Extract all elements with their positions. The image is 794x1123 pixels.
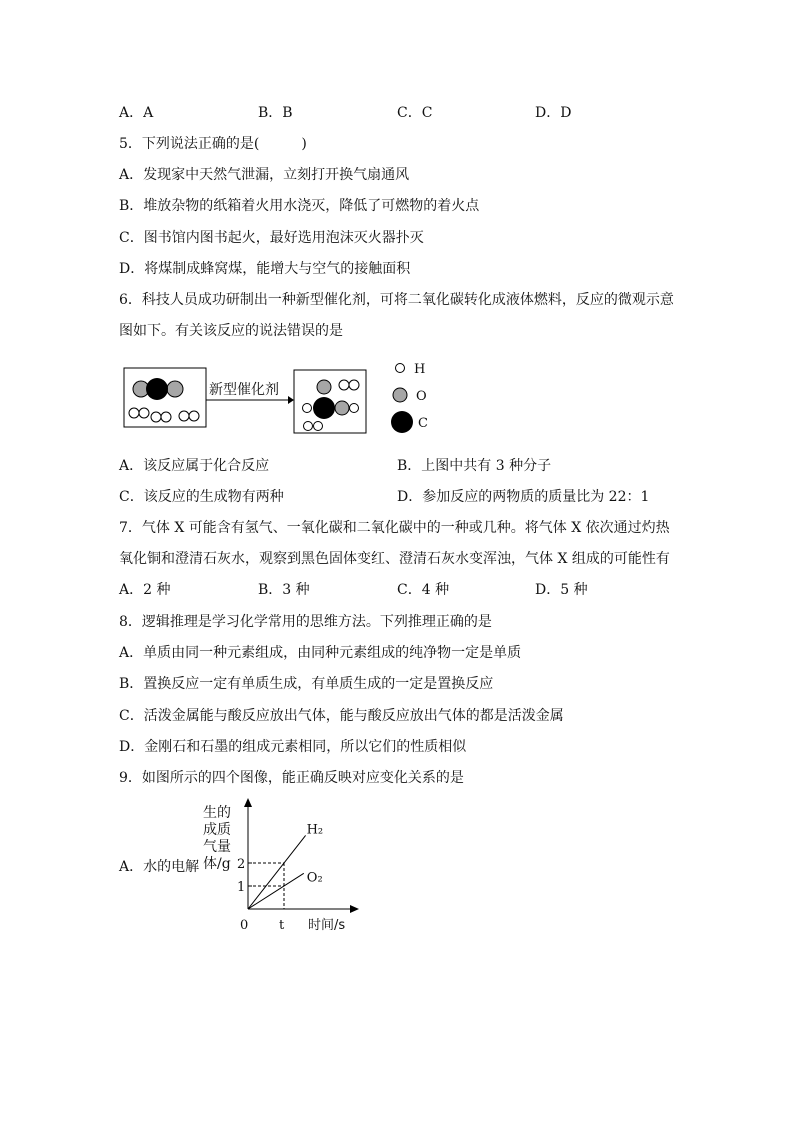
reactant-co2-oxygen-right — [167, 381, 183, 397]
origin-label: 0 — [240, 918, 249, 933]
y-axis-arrow — [244, 798, 252, 807]
series-line — [248, 835, 306, 909]
legend-c-label: C — [418, 416, 428, 431]
q4-option-c: C．C — [397, 105, 433, 121]
reactant-h2-atom — [129, 408, 139, 418]
series-label: O₂ — [306, 870, 323, 886]
q9-stem: 9．如图所示的四个图像，能正确反映对应变化关系的是 — [119, 770, 464, 786]
y-axis-label-line: 气量 — [203, 839, 231, 855]
y-tick-label: 1 — [237, 880, 246, 895]
product-h-atom — [339, 380, 349, 390]
q4-option-a: A．A — [119, 105, 154, 121]
q5-option-d: D．将煤制成蜂窝煤，能增大与空气的接触面积 — [119, 261, 411, 277]
legend-h-circle — [396, 364, 405, 373]
x-axis-arrow — [350, 905, 359, 913]
y-axis-label-line: 体/g — [203, 856, 231, 872]
y-axis-label-line: 成质 — [203, 822, 231, 838]
q8-option-a: A．单质由同一种元素组成，由同种元素组成的纯净物一定是单质 — [119, 645, 522, 661]
product-oxygen — [335, 401, 349, 415]
reactant-h2-atom — [179, 411, 189, 421]
q7-stem-line2: 氧化铜和澄清石灰水，观察到黑色固体变红、澄清石灰水变浑浊，气体 X 组成的可能性有 — [119, 551, 670, 567]
reactant-h2-atom — [139, 408, 149, 418]
legend-c-circle — [391, 411, 413, 433]
q5-option-b: B．堆放杂物的纸箱着火用水浇灭，降低了可燃物的着火点 — [119, 198, 480, 214]
reaction-diagram — [118, 355, 438, 440]
q6-option-c: C．该反应的生成物有两种 — [119, 489, 284, 505]
q5-option-c: C．图书馆内图书起火，最好选用泡沫灭火器扑灭 — [119, 230, 424, 246]
q6-option-b: B．上图中共有 3 种分子 — [397, 458, 552, 474]
reactant-h2-atom — [189, 411, 199, 421]
y-axis-label — [203, 805, 231, 873]
q4-option-b: B．B — [258, 105, 293, 121]
legend-h-label: H — [414, 362, 426, 377]
x-axis-label: 时间/s — [308, 918, 346, 933]
product-h-atom — [303, 404, 312, 413]
q8-option-b: B．置换反应一定有单质生成，有单质生成的一定是置换反应 — [119, 676, 494, 692]
q7-option-c: C．4 种 — [397, 582, 450, 598]
q8-stem: 8．逻辑推理是学习化学常用的思维方法。下列推理正确的是 — [119, 614, 492, 630]
q9-option-a-label: A．水的电解 — [119, 859, 200, 875]
reactant-h2-atom — [151, 412, 161, 422]
q7-option-a: A．2 种 — [119, 582, 171, 598]
q5-option-a: A．发现家中天然气泄漏，立刻打开换气扇通风 — [119, 167, 410, 183]
product-h-atom — [350, 404, 359, 413]
catalyst-label: 新型催化剂 — [209, 382, 279, 398]
q6-option-a: A．该反应属于化合反应 — [119, 458, 270, 474]
q6-option-d: D．参加反应的两物质的质量比为 22：1 — [397, 489, 650, 505]
q4-option-d: D．D — [535, 105, 572, 121]
q7-option-b: B．3 种 — [258, 582, 310, 598]
q5-stem: 5．下列说法正确的是( ) — [119, 136, 307, 152]
series-line — [248, 873, 304, 909]
product-h-atom — [314, 422, 323, 431]
q6-stem-line2: 图如下。有关该反应的说法错误的是 — [119, 323, 343, 339]
q8-option-c: C．活泼金属能与酸反应放出气体，能与酸反应放出气体的都是活泼金属 — [119, 708, 564, 724]
q7-stem-line1: 7．气体 X 可能含有氢气、一氧化碳和二氧化碳中的一种或几种。将气体 X 依次通过灼热 — [119, 520, 670, 536]
product-carbon — [313, 397, 335, 419]
legend-o-circle — [393, 388, 407, 402]
series-label: H₂ — [306, 822, 324, 838]
y-tick-label: 2 — [237, 857, 246, 872]
q6-stem-line1: 6．科技人员成功研制出一种新型催化剂，可将二氧化碳转化成液体燃料，反应的微观示意 — [119, 292, 674, 308]
reactant-co2-carbon — [146, 378, 168, 400]
water-electrolysis-chart — [230, 795, 370, 940]
product-oxygen — [317, 380, 331, 394]
q7-option-d: D．5 种 — [535, 582, 588, 598]
legend-o-label: O — [416, 389, 427, 404]
y-axis-label-line: 生的 — [203, 805, 231, 821]
q8-option-d: D．金刚石和石墨的组成元素相同，所以它们的性质相似 — [119, 739, 467, 755]
product-h-atom — [349, 380, 359, 390]
x-tick-label-t: t — [279, 918, 285, 933]
reactant-h2-atom — [161, 412, 171, 422]
reaction-arrowhead — [288, 396, 294, 404]
product-h-atom — [304, 422, 313, 431]
